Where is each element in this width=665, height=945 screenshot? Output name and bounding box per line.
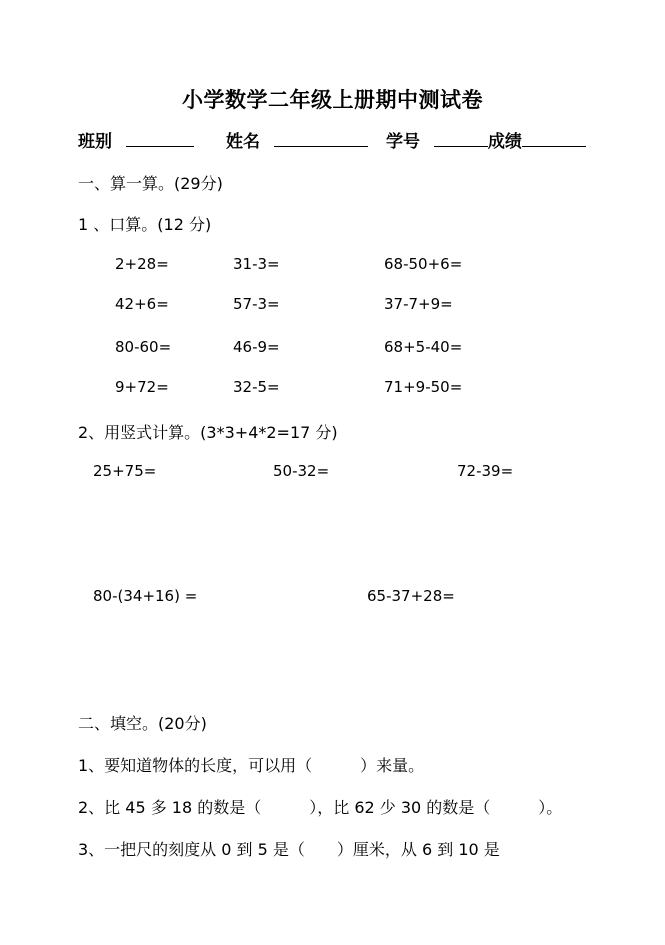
- score-label: 成绩: [487, 132, 522, 152]
- name-label: 姓名: [226, 132, 260, 152]
- vertical-problem: 65-37+28=: [367, 587, 455, 605]
- name-field: [226, 127, 368, 152]
- vertical-problem: 25+75=: [93, 462, 157, 480]
- id-field: [386, 127, 586, 152]
- class-blank[interactable]: [126, 132, 194, 147]
- oral-problem: 9+72=: [115, 378, 169, 396]
- name-blank[interactable]: [274, 132, 368, 147]
- page-title: 小学数学二年级上册期中测试卷: [182, 87, 483, 112]
- oral-problem: 31-3=: [233, 255, 280, 273]
- oral-problem: 42+6=: [115, 295, 169, 313]
- class-label: 班别: [78, 132, 112, 152]
- oral-problem: 37-7+9=: [384, 295, 453, 313]
- id-label: 学号: [386, 132, 420, 152]
- question-2-heading: 2、用竖式计算。(3*3+4*2=17 分): [78, 423, 338, 442]
- oral-problem: 68+5-40=: [384, 338, 463, 356]
- fill-blank-item: 1、要知道物体的长度，可以用（ ）来量。: [78, 756, 425, 775]
- id-blank[interactable]: [434, 132, 488, 147]
- oral-problem: 46-9=: [233, 338, 280, 356]
- score-blank[interactable]: [522, 132, 586, 147]
- class-field: [78, 127, 194, 152]
- section-2-heading: 二、填空。(20分): [78, 714, 207, 733]
- vertical-problem: 80-(34+16) =: [93, 587, 198, 605]
- fill-blank-item: 2、比 45 多 18 的数是（ ），比 62 少 30 的数是（ ）。: [78, 798, 563, 817]
- oral-problem: 80-60=: [115, 338, 172, 356]
- oral-problem: 71+9-50=: [384, 378, 463, 396]
- fill-blank-item: 3、一把尺的刻度从 0 到 5 是（ ）厘米，从 6 到 10 是: [78, 840, 500, 859]
- vertical-problem: 50-32=: [273, 462, 330, 480]
- oral-problem: 57-3=: [233, 295, 280, 313]
- oral-problem: 68-50+6=: [384, 255, 463, 273]
- section-1-heading: 一、算一算。(29分): [78, 174, 223, 193]
- oral-problem: 32-5=: [233, 378, 280, 396]
- oral-problem: 2+28=: [115, 255, 169, 273]
- vertical-problem: 72-39=: [457, 462, 514, 480]
- question-1-heading: 1 、口算。(12 分): [78, 215, 212, 234]
